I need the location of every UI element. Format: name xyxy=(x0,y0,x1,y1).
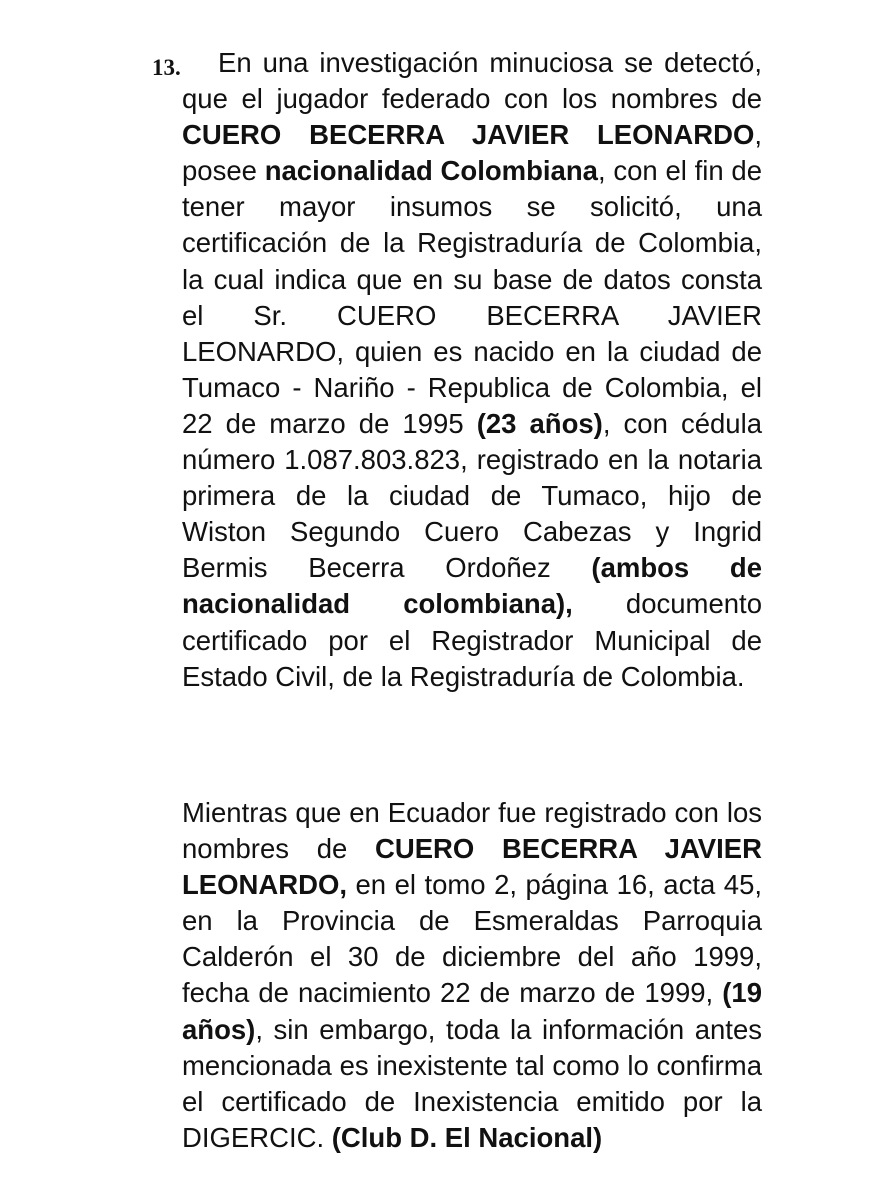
p1-text-5: documento certificado por el Registrador Municipal de Estado Civil, de la Registraduría de Colombia. xyxy=(182,588,762,692)
paragraph-1 xyxy=(182,45,762,695)
p1-text-4: , con cédula número 1.087.803.823, registrado en la notaria primera de la ciudad de Tumaco, hijo de Wiston Segundo Cuero Cabezas y Ingrid Bermis Becerra Ordoñez xyxy=(182,407,762,584)
age-23-bold: (23 años) xyxy=(476,407,603,439)
p2-text-3: , sin embargo, toda la información antes mencionada es inexistente tal como lo confirma el certificado de Inexistencia emitido por la DIGERCIC. xyxy=(182,1013,762,1153)
player-name-bold-2: CUERO BECERRA JAVIER LEONARDO, xyxy=(182,833,762,901)
paragraph-2 xyxy=(182,795,762,1156)
age-19-bold: (19 años) xyxy=(182,977,762,1045)
p2-text-2: en el tomo 2, página 16, acta 45, en la Provincia de Esmeraldas Parroquia Calderón el 30 de diciembre del año 1999, fecha de nacimiento 22 de marzo de 1999, xyxy=(182,869,762,1009)
player-name-bold: CUERO BECERRA JAVIER LEONARDO xyxy=(182,119,755,151)
item-number: 13. xyxy=(152,55,181,80)
nationality-bold: nacionalidad Colombiana xyxy=(264,155,598,187)
parents-nationality-bold: (ambos de nacionalidad colombiana), xyxy=(182,552,763,620)
p1-text-3: , con el fin de tener mayor insumos se solicitó, una certificación de la Registraduría de Colombia, la cual indica que en su base de datos consta el Sr. CUERO BECERRA JAVIER LEONARDO, quien es nacido en la ciudad de Tumaco - Nariño - Republica de Colombia, el 22 de marzo de 1995 xyxy=(182,155,763,439)
p1-text-1: En una investigación minuciosa se detectó, que el jugador federado con los nombres de xyxy=(182,47,762,115)
p1-text-2: , posee xyxy=(182,119,762,187)
p2-text-1: Mientras que en Ecuador fue registrado con los nombres de xyxy=(182,797,762,865)
club-name-bold: (Club D. El Nacional) xyxy=(331,1121,603,1153)
